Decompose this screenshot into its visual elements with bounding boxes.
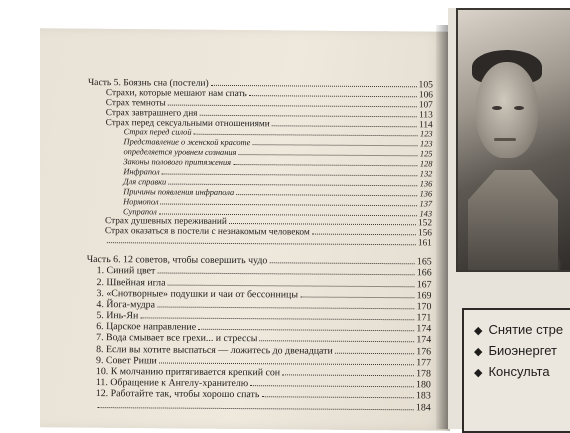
toc-tip: 10. К молчанию притягивается крепкий сон 178 — [95, 366, 431, 380]
services-box — [462, 308, 570, 433]
toc-entry: Страх завтрашнего дня 113 — [105, 107, 433, 121]
toc-tip: 7. Вода смывает все грехи... и стрессы 174 — [96, 332, 432, 346]
toc-entry: Страх душевных переживаний 152 — [104, 216, 433, 229]
toc-tip: 6. Царское направление 174 — [96, 321, 432, 335]
toc-entry: Страх оказаться в постели с незнакомым человеком 156 — [104, 226, 432, 239]
diamond-bullet-icon: ◆ — [474, 367, 483, 379]
toc-tip: 9. Совет Риши 177 — [95, 354, 432, 369]
service-text: Консульта — [488, 364, 550, 379]
photo-collar — [468, 170, 558, 270]
toc-subentry: определяется уровнем сознания 125 — [123, 147, 433, 159]
photo-mouth — [494, 138, 516, 141]
toc-subentry: Законы полового притяжения 128 — [123, 157, 433, 169]
photo-face — [476, 62, 538, 158]
toc-tip: 1. Синий цвет 166 — [96, 265, 432, 279]
diamond-bullet-icon: ◆ — [474, 346, 483, 358]
diamond-bullet-icon: ◆ — [474, 325, 483, 337]
portrait-photo — [456, 8, 570, 272]
service-text: Биоэнергет — [488, 343, 557, 358]
toc-tip: 11. Обращение к Ангелу-хранителю 180 — [95, 377, 431, 391]
toc-tip: 4. Йога-мудра 170 — [96, 298, 432, 313]
service-text: Снятие стре — [488, 322, 564, 337]
toc-tip: 5. Инь-Ян 171 — [96, 310, 432, 324]
table-of-contents — [86, 78, 433, 413]
toc-entry: Страхи, которые мешают нам спать 106 — [105, 88, 433, 101]
service-item — [474, 364, 550, 379]
toc-tip: 3. «Снотворные» подушки и чаи от бессонницы 169 — [96, 287, 432, 302]
toc-subentry: Инфрапол 132 — [123, 167, 433, 179]
toc-subentry: Причины появления инфрапола 136 — [123, 187, 433, 199]
photo-eye-left — [492, 106, 502, 110]
toc-part-6: Часть 6. 12 советов, чтобы совершить чудо 165 — [86, 254, 432, 268]
service-item — [474, 322, 563, 337]
toc-entry: Страх перед сексуальными отношениями 114 — [105, 117, 433, 130]
toc-subentry: Супрапол 143 — [123, 206, 433, 218]
toc-entry: 161 — [87, 236, 432, 248]
photo-eye-right — [514, 106, 524, 110]
toc-tip: 8. Если вы хотите выспаться — ложитесь до двенадцати 176 — [96, 343, 432, 358]
service-item — [474, 343, 557, 358]
toc-subentry: Для справки 136 — [123, 177, 433, 189]
toc-tip: 12. Работайте так, чтобы хорошо спать 183 — [95, 388, 431, 402]
toc-entry: Страх темноты 107 — [105, 97, 433, 111]
toc-tip: 2. Швейная игла 167 — [96, 276, 432, 290]
toc-part-5: Часть 5. Боязнь сна (постели) 105 — [87, 77, 433, 91]
toc-tip: 184 — [86, 400, 431, 414]
toc-subentry: Нормопол 137 — [123, 196, 433, 209]
toc-subentry: Представление о женской красоте 123 — [123, 137, 433, 149]
toc-subentry: Страх перед силой 123 — [123, 127, 433, 139]
